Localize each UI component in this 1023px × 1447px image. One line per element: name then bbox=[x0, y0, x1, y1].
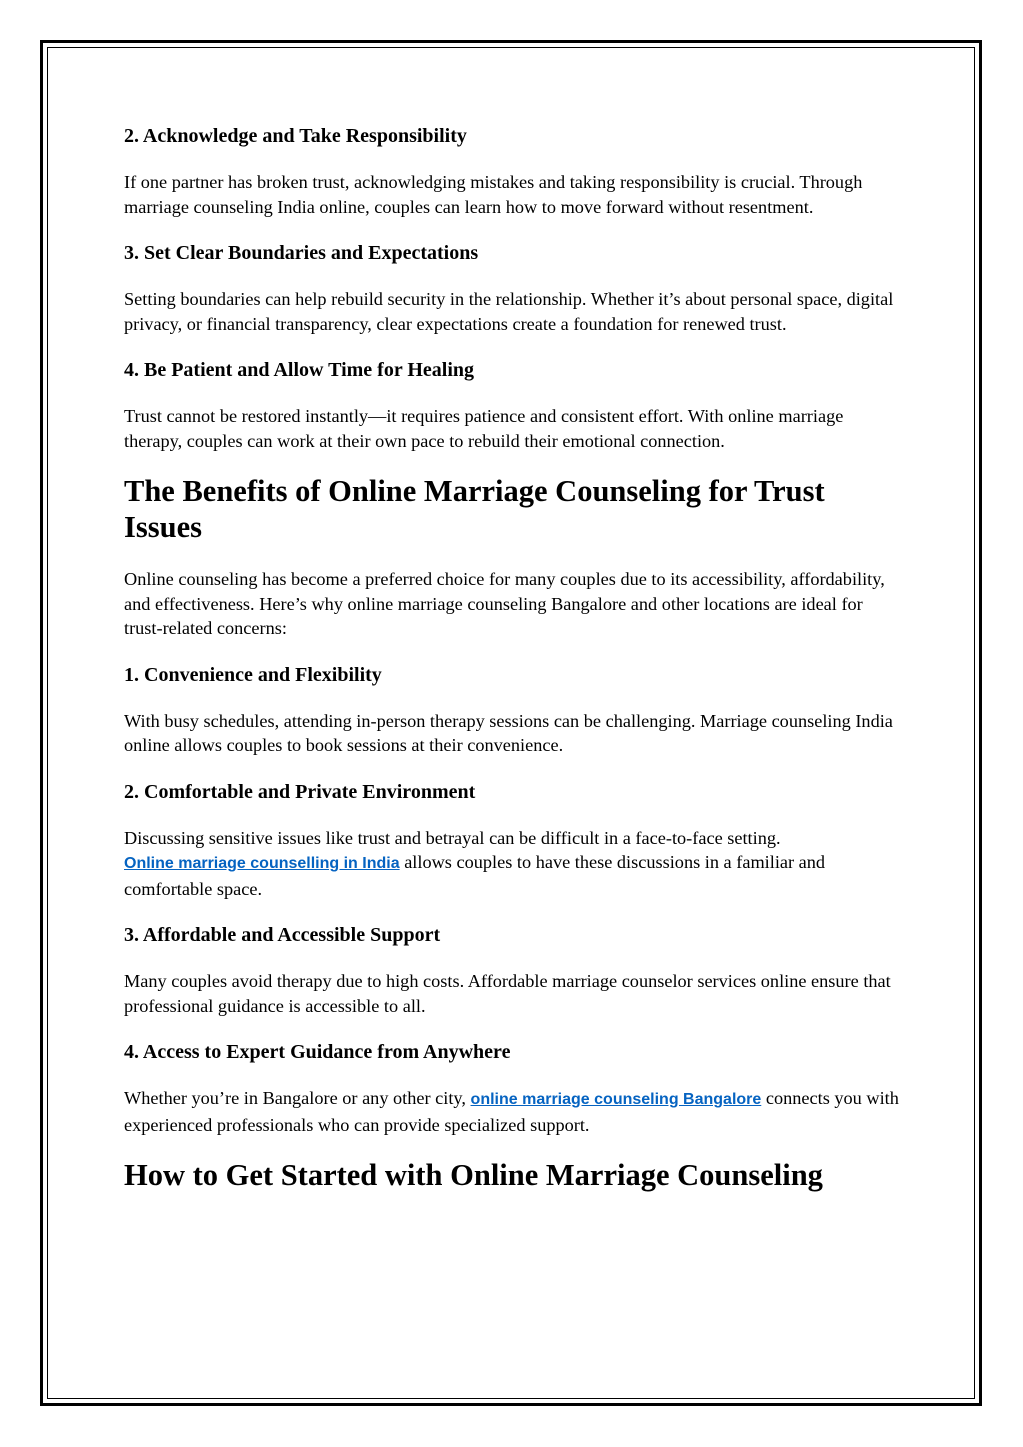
section-heading-acknowledge: 2. Acknowledge and Take Responsibility bbox=[124, 125, 467, 147]
section-text-acknowledge: If one partner has broken trust, acknowledging mistakes and taking responsibility is crucial. Through marriage counseling India online, couples can learn how to move forward without resentment. bbox=[124, 172, 863, 217]
benefit-text-private-after: allows couples to have these discussions in a familiar and comfortable space. bbox=[124, 852, 826, 899]
benefit-text-private bbox=[124, 826, 904, 902]
benefit-text-anywhere bbox=[124, 1086, 904, 1137]
benefits-intro: Online counseling has become a preferred choice for many couples due to its accessibility, affordability, and effectiveness. Here’s why online marriage counseling Bangalore and other locations are ideal for trust-related concerns: bbox=[124, 569, 885, 638]
benefit-text-anywhere-before: Whether you’re in Bangalore or any other city, bbox=[124, 1088, 466, 1108]
benefit-text-affordable: Many couples avoid therapy due to high costs. Affordable marriage counselor services online ensure that professional guidance is accessible to all. bbox=[124, 971, 891, 1016]
document-body bbox=[124, 122, 904, 1215]
benefit-heading-convenience: 1. Convenience and Flexibility bbox=[124, 663, 382, 686]
section-heading-boundaries: 3. Set Clear Boundaries and Expectations bbox=[124, 242, 479, 264]
benefit-heading-affordable: 3. Affordable and Accessible Support bbox=[124, 924, 441, 946]
section-text-patience: Trust cannot be restored instantly—it requires patience and consistent effort. With online marriage therapy, couples can work at their own pace to rebuild their emotional connection. bbox=[124, 406, 844, 451]
counselling-india-link[interactable]: Online marriage counselling in India bbox=[124, 855, 400, 872]
benefit-heading-private: 2. Comfortable and Private Environment bbox=[124, 780, 476, 803]
benefit-text-private-before: Discussing sensitive issues like trust and betrayal can be difficult in a face-to-face setting. bbox=[124, 827, 781, 848]
benefit-text-anywhere-after: connects you with experienced professionals who can provide specialized support. bbox=[124, 1088, 899, 1135]
section-heading-patience: 4. Be Patient and Allow Time for Healing bbox=[124, 359, 475, 381]
section-text-boundaries: Setting boundaries can help rebuild security in the relationship. Whether it’s about personal space, digital privacy, or financial transparency, clear expectations create a foundation for renewed trust. bbox=[124, 289, 894, 334]
benefit-heading-anywhere: 4. Access to Expert Guidance from Anywhere bbox=[124, 1041, 511, 1063]
getting-started-title: How to Get Started with Online Marriage Counseling bbox=[124, 1158, 823, 1192]
counseling-bangalore-link[interactable]: online marriage counseling Bangalore bbox=[470, 1091, 762, 1108]
benefits-title: The Benefits of Online Marriage Counseling for Trust Issues bbox=[124, 474, 825, 544]
benefit-text-convenience: With busy schedules, attending in-person therapy sessions can be challenging. Marriage counseling India online allows couples to book sessions at their convenience. bbox=[124, 710, 893, 755]
